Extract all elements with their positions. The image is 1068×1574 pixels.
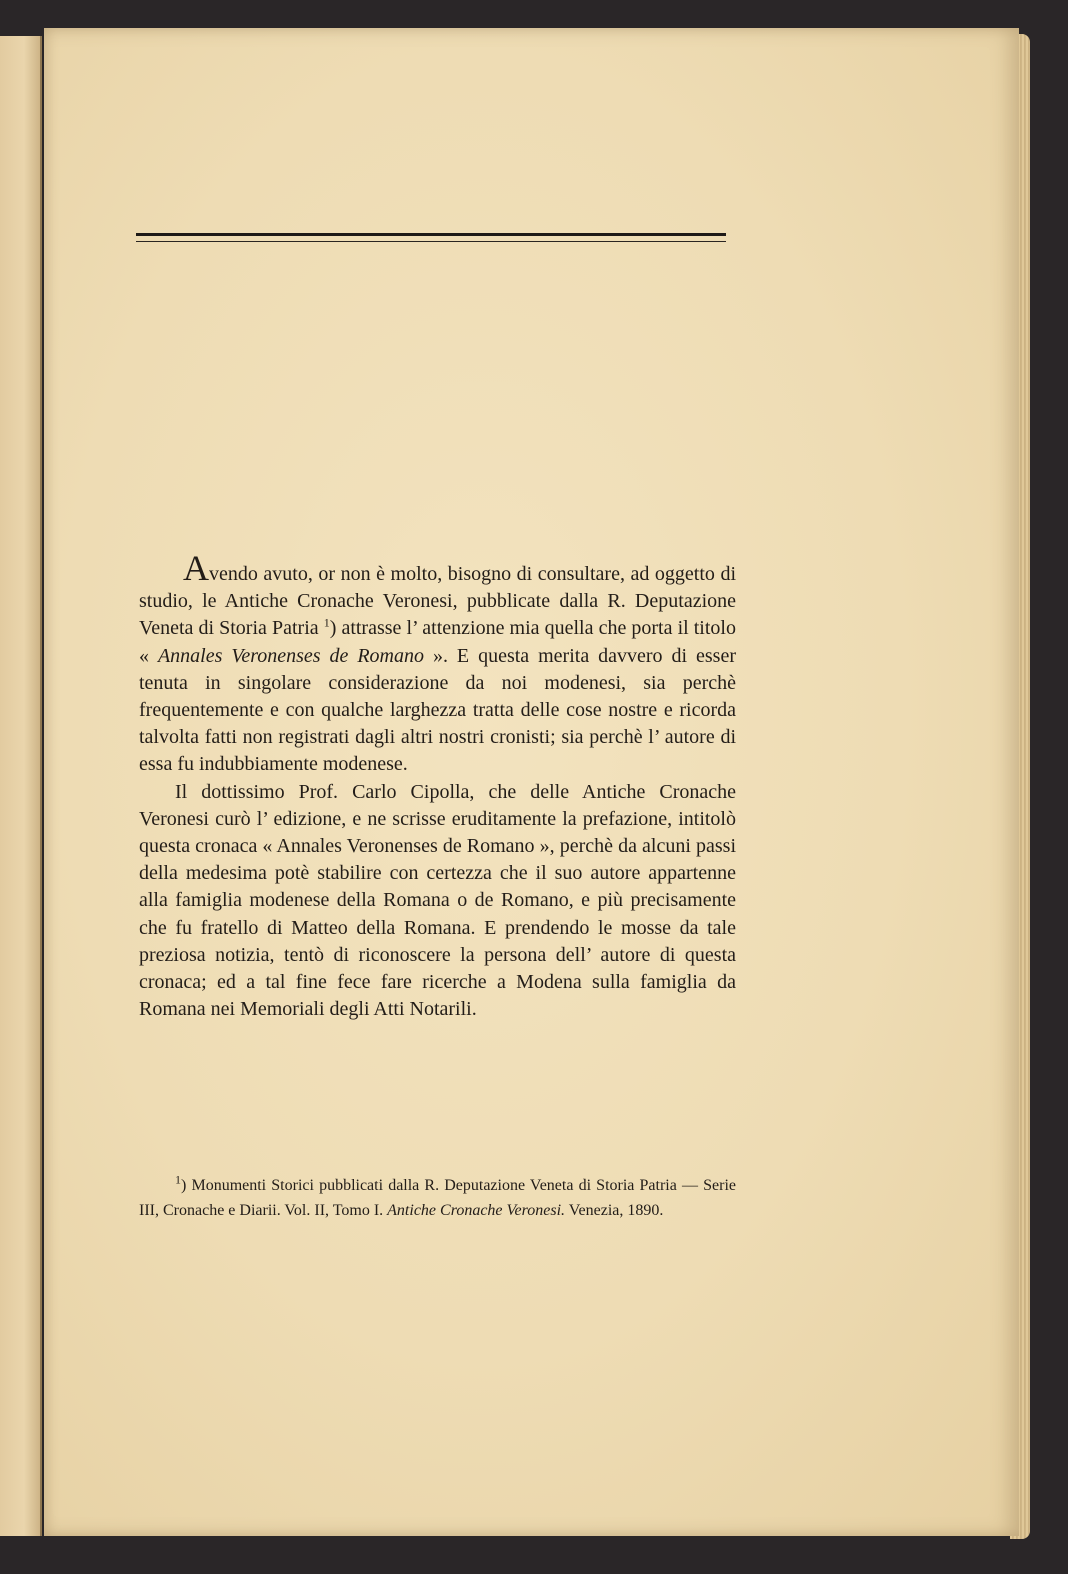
footnote-reference: 1 xyxy=(323,615,330,630)
paragraph-2: Il dottissimo Prof. Carlo Cipolla, che delle Antiche Cronache Veronesi curò l’ edizione, e ne scrisse eruditamente la prefazione, intitolò questa cronaca « Annales Veronenses de Romano », perchè da alcuni passi della medesima potè stabilire con certezza che il suo autore appartenne alla famiglia modenese della Romana o de Romano, e più precisamente che fu fratello di Matteo della Romana. E prendendo le mosse da tale preziosa notizia, tentò di riconoscere la persona dell’ autore di questa cronaca; ed a tal fine fece fare ricerche a Modena sulla famiglia da Romana nei Memoriali degli Atti Notarili. xyxy=(139,780,736,1021)
paragraph-1-text-c: ». E questa merita davvero di esser tenuta in singolare considerazione da noi modenesi, sia perchè frequentemente e con qualche larghezza tratta delle cose nostre e ricorda talvolta fatti non registrati dagli altri nostri cronisti; sia perchè l’ autore di essa fu indubbiamente modenese. xyxy=(139,644,736,776)
header-rule-thick xyxy=(136,233,726,236)
paragraph-1-text-b: ) attrasse l’ attenzione mia quella che porta il titolo « xyxy=(139,617,736,667)
footnote-text-b: Venezia, 1890. xyxy=(565,1202,664,1219)
cited-title: Annales Veronenses de Romano xyxy=(157,644,425,667)
paragraph-1 xyxy=(139,548,736,779)
footnote-text-a: ) Monumenti Storici pubblicati dalla R. Deputazione Veneta di Storia Patria — Serie III, Cronache e Diarii. Vol. II, Tomo I. xyxy=(139,1177,736,1219)
body-text xyxy=(139,548,736,1023)
footnote-number: 1 xyxy=(175,1172,181,1187)
footnote-italic-title: Antiche Cronache Veronesi. xyxy=(387,1202,566,1219)
drop-cap: A xyxy=(183,548,209,588)
header-rule-thin xyxy=(136,241,726,242)
footnote xyxy=(139,1173,736,1223)
facing-page-edge xyxy=(0,36,42,1536)
paragraph-1-text-a: vendo avuto, or non è molto, bisogno di consultare, ad oggetto di studio, le Antiche Cronache Veronesi, pubblicate dalla R. Deputazione Veneta di Storia Patria xyxy=(139,563,736,640)
book-page xyxy=(44,28,1019,1536)
